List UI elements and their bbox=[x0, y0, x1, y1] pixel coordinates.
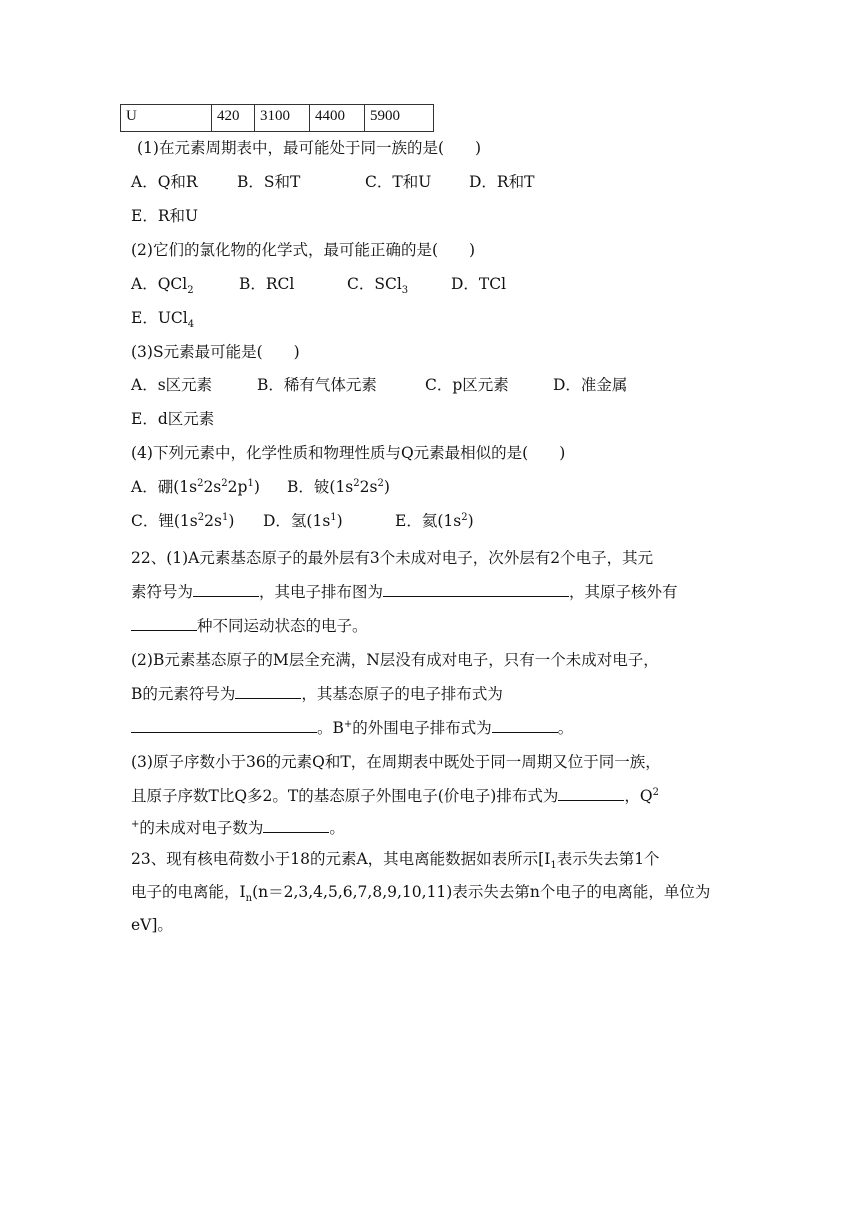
q22-p2-line3: 。B+的外围电子排布式为 。 bbox=[131, 716, 573, 740]
q2-option-b: B．RCl bbox=[239, 275, 295, 293]
ionization-table-fragment bbox=[120, 104, 434, 132]
q3-option-e: E．d区元素 bbox=[131, 410, 215, 428]
q4-options-row1 bbox=[131, 475, 390, 499]
answer-blank[interactable] bbox=[492, 718, 558, 733]
q3-option-d: D．准金属 bbox=[553, 376, 628, 394]
q22-p3-line3: +的未成对电子数为 。 bbox=[131, 818, 345, 837]
q2-stem: (2)它们的氯化物的化学式，最可能正确的是( ) bbox=[131, 241, 476, 259]
answer-blank[interactable] bbox=[263, 818, 329, 833]
answer-blank[interactable] bbox=[131, 718, 317, 733]
q2-options-row1 bbox=[131, 272, 506, 296]
q3-option-b: B．稀有气体元素 bbox=[257, 376, 377, 394]
q4-option-e: E．氦$(1s^2)$ bbox=[395, 511, 474, 530]
table-cell: 420 bbox=[212, 105, 255, 132]
answer-blank[interactable] bbox=[558, 786, 624, 801]
q22-p1-line3: 种不同运动状态的电子。 bbox=[131, 614, 368, 638]
q4-option-d: D．氢$(1s^1)$ bbox=[263, 511, 343, 530]
q1-stem: (1)在元素周期表中，最可能处于同一族的是( ) bbox=[137, 139, 482, 157]
answer-blank[interactable] bbox=[131, 616, 197, 631]
table-row bbox=[121, 105, 434, 132]
table-cell: 5900 bbox=[365, 105, 434, 132]
q1-options-row1 bbox=[131, 170, 534, 194]
answer-blank[interactable] bbox=[193, 582, 259, 597]
q2-option-e: E．UCl$_4$ bbox=[131, 309, 195, 331]
q22-p1-line1: 22、(1)A元素基态原子的最外层有3个未成对电子，次外层有2个电子，其元 bbox=[131, 549, 654, 567]
q23-line3: eV]。 bbox=[131, 916, 173, 934]
q1-option-e: E．R和U bbox=[131, 207, 199, 225]
q3-option-c: C．p区元素 bbox=[425, 376, 509, 394]
q4-option-c: C．锂$(1s^22s^1)$ bbox=[131, 511, 235, 530]
q2-option-c: C．SCl$_3$ bbox=[347, 275, 409, 297]
q1-option-b: B．S和T bbox=[237, 173, 301, 191]
q4-stem: (4)下列元素中，化学性质和物理性质与Q元素最相似的是( ) bbox=[131, 444, 566, 462]
q3-options-row1 bbox=[131, 373, 627, 397]
q3-stem: (3)S元素最可能是( ) bbox=[131, 343, 300, 361]
q22-p2-line1: (2)B元素基态原子的M层全充满，N层没有成对电子，只有一个未成对电子， bbox=[131, 651, 659, 669]
q2-option-d: D．TCl bbox=[451, 275, 507, 293]
q22-p3-line2: 且原子序数T比Q多2。T的基态原子外围电子(价电子)排布式为 ，$Q^2$ bbox=[131, 786, 659, 805]
table-cell: 4400 bbox=[310, 105, 365, 132]
q2-option-a: A．QCl$_2$ bbox=[131, 275, 194, 297]
answer-blank[interactable] bbox=[235, 684, 301, 699]
q22-p1-line2: 素符号为 ，其电子排布图为 ，其原子核外有 bbox=[131, 583, 678, 601]
q23-line1: 23、现有核电荷数小于18的元素A，其电离能数据如表所示[$I_1$表示失去第1个 bbox=[131, 850, 660, 872]
q4-options-row2 bbox=[131, 509, 474, 533]
q3-option-a: A．s区元素 bbox=[131, 376, 213, 394]
q4-option-a: A．硼$(1s^22s^22p^1)$ bbox=[131, 477, 260, 496]
table-cell-label: U bbox=[121, 105, 212, 132]
q1-option-d: D．R和T bbox=[469, 173, 535, 191]
q1-option-c: C．T和U bbox=[365, 173, 432, 191]
q23-line2: 电子的电离能，$I_n(n=2,3,4,5,6,7,8,9,10,11)$表示失去第n个电子的电离能，单位为 bbox=[131, 883, 711, 905]
q1-option-a: A．Q和R bbox=[131, 173, 198, 191]
q4-option-b: B．铍$(1s^22s^2)$ bbox=[287, 477, 390, 496]
table-cell: 3100 bbox=[255, 105, 310, 132]
answer-blank[interactable] bbox=[383, 582, 569, 597]
q22-p2-line2: B的元素符号为 ，其基态原子的电子排布式为 bbox=[131, 685, 503, 703]
q22-p3-line1: (3)原子序数小于36的元素Q和T，在周期表中既处于同一周期又位于同一族， bbox=[131, 753, 661, 771]
